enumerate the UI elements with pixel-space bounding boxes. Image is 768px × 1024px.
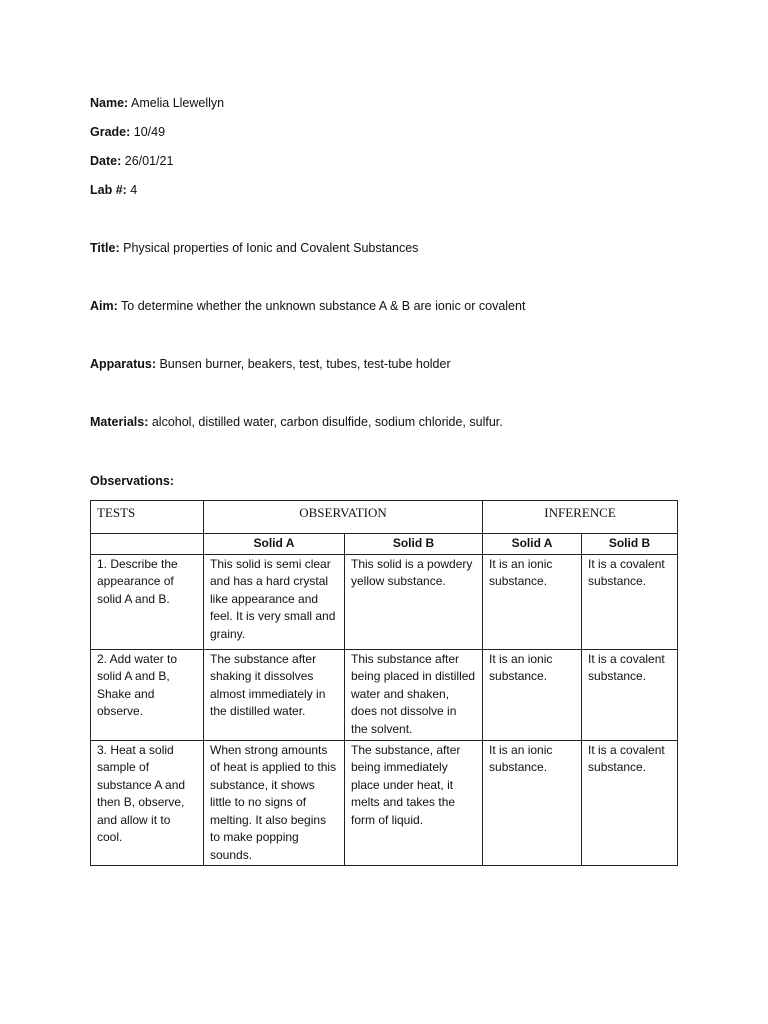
observation-b-cell: The substance, after being immediately place under heat, it melts and takes the form of liquid. — [345, 740, 483, 866]
observation-b-cell: This substance after being placed in distilled water and shaken, does not dissolve in the solvent. — [345, 649, 483, 740]
table-row — [91, 649, 678, 740]
aim-line — [90, 298, 525, 314]
name-label: Name: — [90, 96, 129, 110]
lab-number-line — [90, 182, 137, 198]
apparatus-line — [90, 356, 451, 372]
aim-label: Aim: — [90, 299, 118, 313]
materials-label: Materials: — [90, 415, 149, 429]
inference-solid-b-header: Solid B — [582, 534, 678, 555]
apparatus-value: Bunsen burner, beakers, test, tubes, test-tube holder — [159, 357, 451, 371]
inference-header: INFERENCE — [483, 501, 678, 534]
title-value: Physical properties of Ionic and Covalent Substances — [123, 241, 419, 255]
test-cell: 3. Heat a solid sample of substance A and then B, observe, and allow it to cool. — [91, 740, 204, 866]
table-subheader-row — [91, 534, 678, 555]
inference-solid-a-header: Solid A — [483, 534, 582, 555]
inference-b-cell: It is a covalent substance. — [582, 740, 678, 866]
test-cell: 1. Describe the appearance of solid A and B. — [91, 554, 204, 649]
inference-b-cell: It is a covalent substance. — [582, 649, 678, 740]
observation-a-cell: The substance after shaking it dissolves almost immediately in the distilled water. — [204, 649, 345, 740]
observation-a-cell: This solid is semi clear and has a hard crystal like appearance and feel. It is very small and grainy. — [204, 554, 345, 649]
observations-table — [90, 500, 678, 866]
date-label: Date: — [90, 154, 122, 168]
observations-heading — [90, 473, 174, 489]
name-line — [90, 95, 224, 111]
aim-value: To determine whether the unknown substance A & B are ionic or covalent — [121, 299, 526, 313]
tests-subheader-empty — [91, 534, 204, 555]
observation-solid-a-header: Solid A — [204, 534, 345, 555]
inference-a-cell: It is an ionic substance. — [483, 740, 582, 866]
lab-number-label: Lab #: — [90, 183, 127, 197]
materials-line — [90, 414, 503, 430]
grade-label: Grade: — [90, 125, 131, 139]
name-value: Amelia Llewellyn — [131, 96, 225, 110]
observations-label: Observations: — [90, 474, 175, 488]
table-row — [91, 740, 678, 866]
observation-header: OBSERVATION — [204, 501, 483, 534]
grade-line — [90, 124, 165, 140]
title-label: Title: — [90, 241, 120, 255]
test-cell: 2. Add water to solid A and B, Shake and observe. — [91, 649, 204, 740]
inference-a-cell: It is an ionic substance. — [483, 649, 582, 740]
table-row — [91, 554, 678, 649]
observation-b-cell: This solid is a powdery yellow substance. — [345, 554, 483, 649]
title-line — [90, 240, 418, 256]
inference-b-cell: It is a covalent substance. — [582, 554, 678, 649]
materials-value: alcohol, distilled water, carbon disulfide, sodium chloride, sulfur. — [151, 415, 503, 429]
apparatus-label: Apparatus: — [90, 357, 156, 371]
table-header-row — [91, 501, 678, 534]
date-line — [90, 153, 173, 169]
observation-solid-b-header: Solid B — [345, 534, 483, 555]
lab-number-value: 4 — [130, 183, 138, 197]
inference-a-cell: It is an ionic substance. — [483, 554, 582, 649]
grade-value: 10/49 — [133, 125, 166, 139]
date-value: 26/01/21 — [124, 154, 174, 168]
observation-a-cell: When strong amounts of heat is applied to this substance, it shows little to no signs of melting. It also begins to make popping sounds. — [204, 740, 345, 866]
tests-header: TESTS — [91, 501, 204, 534]
